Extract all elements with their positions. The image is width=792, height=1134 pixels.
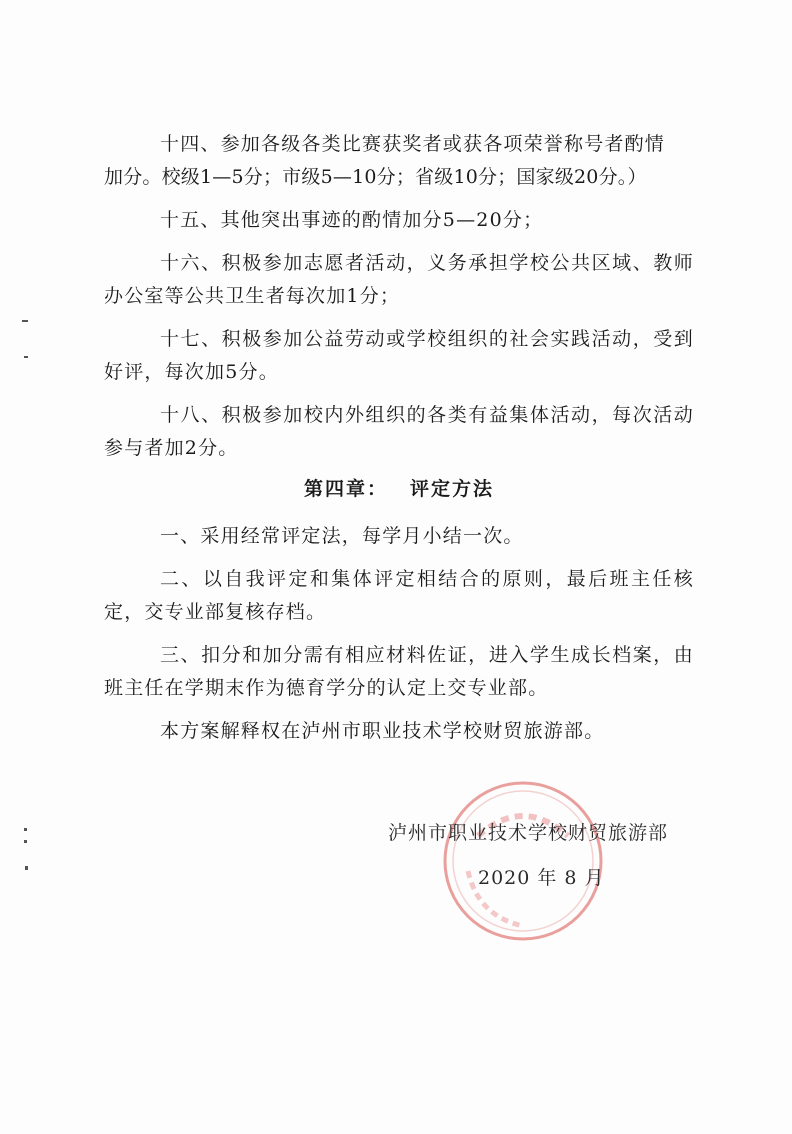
chapter-heading [104, 473, 694, 506]
method-1: 一、采用经常评定法，每学月小结一次。 [160, 525, 524, 547]
scan-mark [24, 840, 27, 843]
item-14-line-2: 加分。校级1—5分；市级5—10分；省级10分；国家级20分。） [104, 166, 647, 188]
issuer-name: 泸州市职业技术学校财贸旅游部 [388, 822, 669, 844]
scan-mark [22, 320, 28, 322]
scan-mark [25, 866, 28, 870]
method-2: 二、以自我评定和集体评定相结合的原则，最后班主任核定，交专业部复核存档。 [104, 568, 694, 623]
item-15: 十五、其他突出事迹的酌情加分5—20分； [160, 209, 544, 231]
item-17: 十七、积极参加公益劳动或学校组织的社会实践活动，受到好评，每次加5分。 [104, 328, 694, 383]
item-14-line-1: 十四、参加各级各类比赛获奖者或获各项荣誉称号者酌情 [160, 133, 666, 155]
scan-mark [24, 356, 28, 358]
method-3: 三、扣分和加分需有相应材料佐证，进入学生成长档案，由班主任在学期末作为德育学分的认定上交专业部。 [104, 644, 694, 699]
interpretation-note: 本方案解释权在泸州市职业技术学校财贸旅游部。 [160, 720, 605, 742]
signature-block [388, 818, 668, 890]
chapter-heading-title: 评定方法 [410, 478, 495, 500]
chapter-heading-prefix: 第四章： [303, 478, 388, 500]
scan-mark [24, 828, 27, 831]
item-16: 十六、积极参加志愿者活动，义务承担学校公共区域、教师办公室等公共卫生者每次加1分； [104, 252, 694, 307]
item-18: 十八、积极参加校内外组织的各类有益集体活动，每次活动参与者加2分。 [104, 404, 694, 459]
document-body [104, 128, 694, 748]
issue-date: 2020 年 8 月 [478, 867, 605, 889]
